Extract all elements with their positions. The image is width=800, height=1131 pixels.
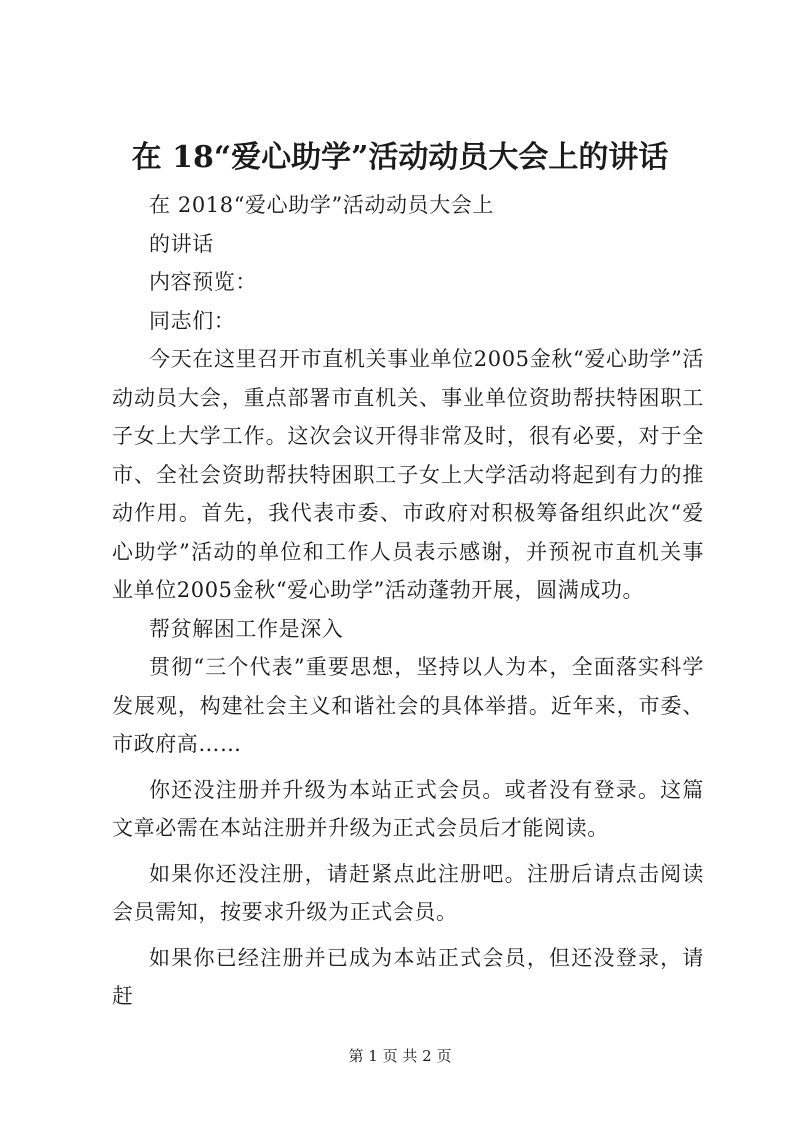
page-footer: 第 1 页 共 2 页 [348,1047,452,1065]
paragraph-register-link[interactable]: 如果你还没注册，请赶紧点此注册吧。注册后请点击阅读会员需知，按要求升级为正式会员。 [112,861,704,924]
paragraph-register-notice: 你还没注册并升级为本站正式会员。或者没有登录。这篇文章必需在本站注册并升级为正式会员后才能阅读。 [112,777,704,840]
paragraph-login-notice: 如果你已经注册并已成为本站正式会员，但还没登录，请赶 [112,945,704,1008]
paragraph-subtitle-line-2: 的讲话 [149,231,214,256]
paragraph-three-represents: 贯彻“三个代表”重要思想，坚持以人为本，全面落实科学发展观，构建社会主义和谐社会的具体举措。近年来，市委、市政府高…… [112,655,704,756]
document-title: 在 18“爱心助学”活动动员大会上的讲话 [131,140,669,175]
document-body [112,186,704,1016]
paragraph-subtitle-line-1: 在 2018“爱心助学”活动动员大会上 [149,193,494,217]
paragraph-poverty-work: 帮贫解困工作是深入 [149,616,344,641]
paragraph-salutation: 同志们： [149,308,236,333]
paragraph-preview-label: 内容预览： [149,270,257,294]
paragraph-opening: 今天在这里召开市直机关事业单位2005金秋“爱心助学”活动动员大会，重点部署市直机关、事业单位资助帮扶特困职工子女上大学工作。这次会议开得非常及时，很有必要，对于全市、全社会资助帮扶特困职工子女上大学活动将起到有力的推动作用。首先，我代表市委、市政府对积极筹备组织此次“爱心助学”活动的单位和工作人员表示感谢，并预祝市直机关事业单位2005金秋“爱心助学”活动蓬勃开展，圆满成功。 [112,347,704,602]
